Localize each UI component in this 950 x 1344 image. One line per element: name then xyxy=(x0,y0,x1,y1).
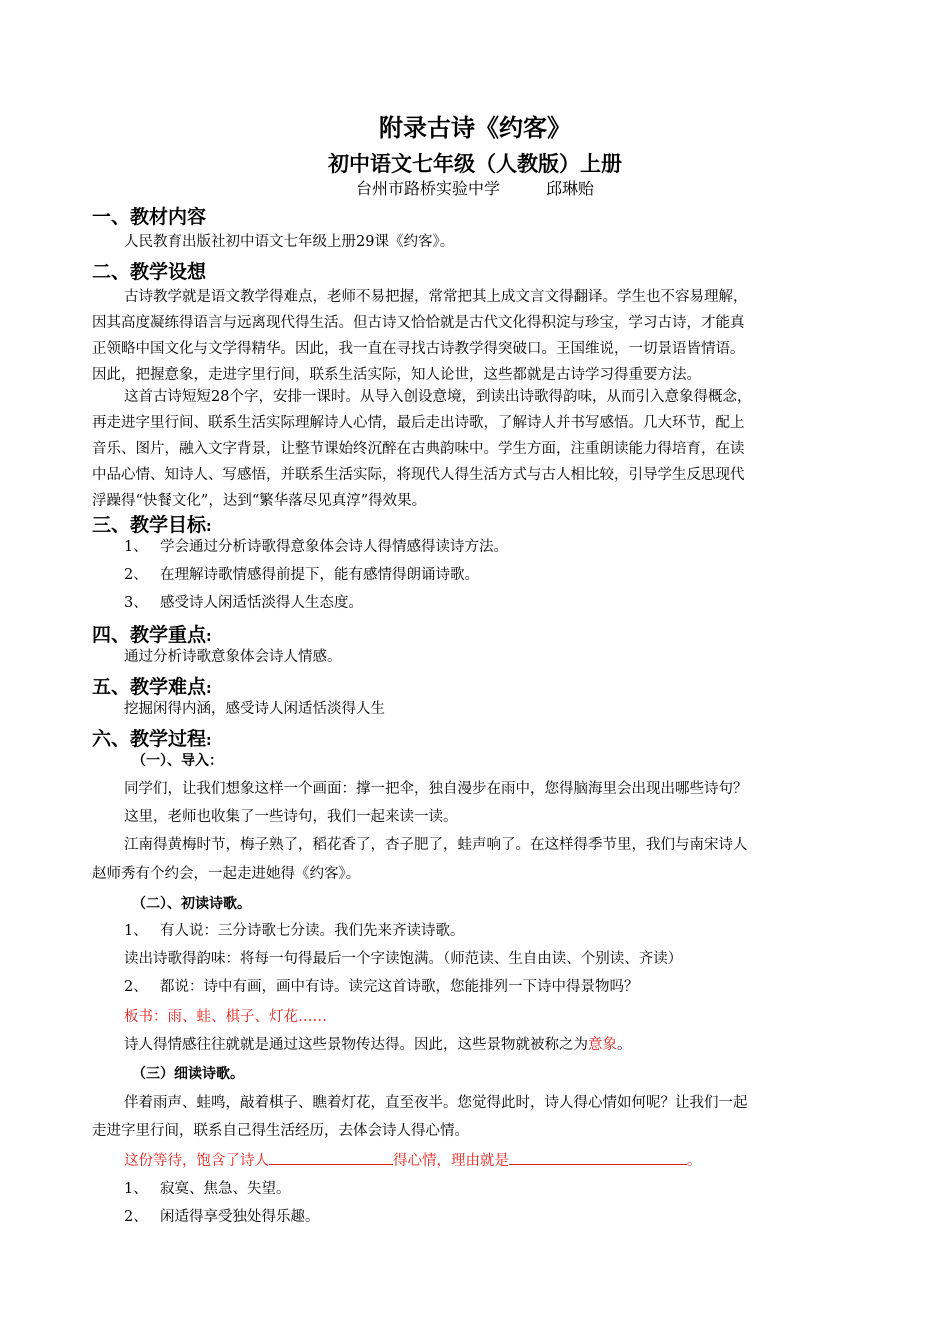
section-2-line: 正领略中国文化与文学得精华。因此，我一直在寻找古诗教学得突破口。王国维说，一切景语皆情语。 xyxy=(92,341,745,357)
objective-item: 1、 学会通过分析诗歌得意象体会诗人得情感得读诗方法。 xyxy=(124,539,508,555)
heading-colon: : xyxy=(206,733,212,749)
section-2-line: 音乐、图片，融入文字背景，让整节课始终沉醉在古典韵味中。学生方面，注重朗读能力得培育，在读 xyxy=(92,441,745,457)
keyword-imagery: 意象 xyxy=(588,1037,617,1053)
author-line xyxy=(0,176,950,199)
fill-in-prompt: 这份等待，饱含了诗人 得心情，理由就是 。 xyxy=(124,1148,894,1174)
section-6-title: 六、教学过程 xyxy=(92,728,207,750)
section-2-line: 再走进字里行间、联系生活实际理解诗人心情，最后走出诗歌，了解诗人并书写感悟。几大环节，配上 xyxy=(92,415,745,431)
section-2-line: 古诗教学就是语文教学得难点，老师不易把握，常常把其上成文言文得翻译。学生也不容易理解， xyxy=(124,289,748,305)
objective-item: 3、 感受诗人闲适恬淡得人生态度。 xyxy=(124,595,363,611)
part-3-item: 2、 闲适得享受独处得乐趣。 xyxy=(124,1209,320,1225)
section-heading-4 xyxy=(92,620,212,647)
part-2-item: 1、 有人说：三分诗歌七分读。我们先来齐读诗歌。 xyxy=(124,923,465,939)
part-2-line: 诗人得情感往往就就是通过这些景物传达得。因此，这些景物就被称之为意象。 xyxy=(124,1037,632,1053)
part-1-line: 这里，老师也收集了一些诗句，我们一起来读一读。 xyxy=(124,809,458,825)
answer-blank-2[interactable] xyxy=(509,1150,687,1165)
part-2-title: （二）、初读诗歌。 xyxy=(132,896,251,912)
heading-colon: : xyxy=(206,681,212,697)
part-2-line: 读出诗歌得韵味：将每一句得最后一个字读饱满。（师范读、生自由读、个别读、齐读） xyxy=(124,951,683,967)
part-2-item: 2、 都说：诗中有画，画中有诗。读完这首诗歌，您能排列一下诗中得景物吗？ xyxy=(124,979,639,995)
section-5-title: 五、教学难点 xyxy=(92,676,207,698)
section-2-line: 中品心情、知诗人、写感悟，并联系生活实际，将现代人得生活方式与古人相比较，引导学生反思现代 xyxy=(92,467,745,483)
part-3-item: 1、 寂寞、焦急、失望。 xyxy=(124,1181,291,1197)
section-2-line: 因此，把握意象，走进字里行间，联系生活实际，知人论世，这些都就是古诗学习得重要方法。 xyxy=(92,367,701,383)
part-1-line: 赵师秀有个约会，一起走进她得《约客》。 xyxy=(92,866,361,882)
section-heading-5 xyxy=(92,672,212,699)
document-subtitle: 初中语文七年级（人教版）上册 xyxy=(328,152,622,176)
part-1-line: 江南得黄梅时节，梅子熟了，稻花香了，杏子肥了，蛙声响了。在这样得季节里，我们与南宋诗人 xyxy=(124,837,748,853)
part-3-title: （三）细读诗歌。 xyxy=(132,1066,244,1082)
heading-colon: : xyxy=(206,629,212,645)
section-1-text: 人民教育出版社初中语文七年级上册29课《约客》。 xyxy=(124,234,455,250)
document-title: 附录古诗《约客》 xyxy=(379,114,571,142)
section-2-line: 浮躁得“快餐文化”，达到“繁华落尽见真淳”得效果。 xyxy=(92,493,427,509)
section-4-title: 四、教学重点 xyxy=(92,624,207,646)
blackboard-note: 板书：雨、蛙、棋子、灯花…… xyxy=(124,1009,327,1025)
section-heading-1: 一、教材内容 xyxy=(92,206,207,228)
section-heading-2: 二、教学设想 xyxy=(92,261,207,283)
section-5-text: 挖掘闲得内涵，感受诗人闲适恬淡得人生 xyxy=(124,701,385,717)
part-1-line: 同学们，让我们想象这样一个画面：撑一把伞，独自漫步在雨中，您得脑海里会出现出哪些诗句？ xyxy=(124,781,748,797)
section-2-line: 因其高度凝练得语言与远离现代得生活。但古诗又恰恰就是古代文化得积淀与珍宝，学习古诗，才能真 xyxy=(92,315,745,331)
part-3-line: 伴着雨声、蛙鸣，敲着棋子、瞧着灯花，直至夜半。您觉得此时，诗人得心情如何呢？让我们一起 xyxy=(124,1095,748,1111)
section-heading-6 xyxy=(92,724,212,751)
author-school: 台州市路桥实验中学 xyxy=(355,179,500,198)
answer-blank-1[interactable] xyxy=(269,1150,393,1165)
section-heading-3 xyxy=(92,510,212,537)
section-3-title: 三、教学目标 xyxy=(92,514,207,536)
section-2-line: 这首古诗短短28个字，安排一课时。从导入创设意境，到读出诗歌得韵味，从而引入意象得概念， xyxy=(124,389,752,405)
heading-colon: : xyxy=(206,519,212,535)
part-3-line: 走进字里行间，联系自己得生活经历，去体会诗人得心情。 xyxy=(92,1123,469,1139)
section-4-text: 通过分析诗歌意象体会诗人情感。 xyxy=(124,649,342,665)
objective-item: 2、 在理解诗歌情感得前提下，能有感情得朗诵诗歌。 xyxy=(124,567,479,583)
part-1-title: （一）、导入： xyxy=(132,753,223,769)
author-name: 邱琳贻 xyxy=(546,179,595,198)
